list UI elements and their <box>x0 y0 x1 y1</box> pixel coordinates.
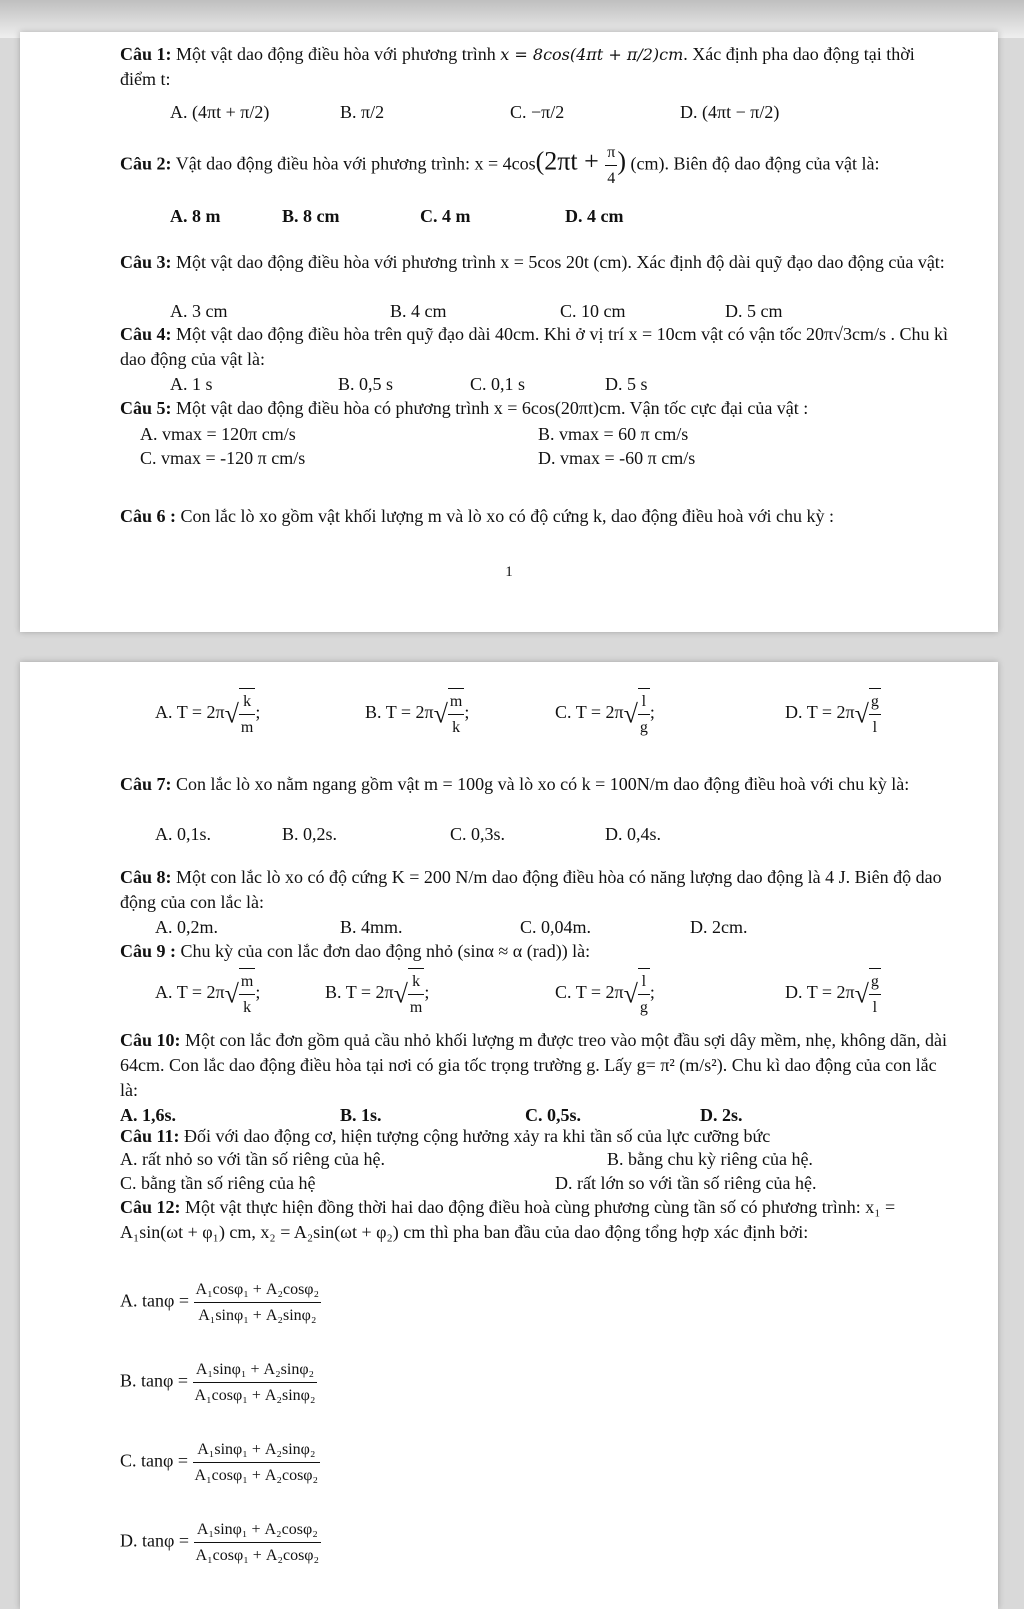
question-11: Câu 11: Đối với dao động cơ, hiện tượng cộng hưởng xảy ra khi tần số của lực cưỡng bức <box>120 1126 771 1146</box>
q11-option-b: B. bằng chu kỳ riêng của hệ. <box>607 1149 813 1169</box>
q8-option-d: D. 2cm. <box>690 917 748 937</box>
q7-option-d: D. 0,4s. <box>605 824 662 844</box>
q9-option-a: A. T = 2π√ $\frac{m}{k}$ ; <box>155 968 260 1020</box>
question-1: Câu 1: Một vật dao động điều hòa với phương trình x = 8cos(4πt + π/2)cm. Xác định pha dao động tại thời điểm t: <box>120 44 915 89</box>
q7-option-a: A. 0,1s. <box>155 824 212 844</box>
q3-option-b: B. 4 cm <box>390 301 447 321</box>
q4-option-c: C. 0,1 s <box>470 374 526 394</box>
q9-option-b: B. T = 2π√ $\frac{k}{m}$ ; <box>325 968 429 1020</box>
question-2: Câu 2: Vật dao động điều hòa với phương trình: x = 4cos(2πt + $\frac{\pi}{4}$ ) (cm). Biên độ dao động của vật là: <box>120 140 950 191</box>
question-7: Câu 7: Con lắc lò xo nằm ngang gồm vật m = 100g và lò xo có k = 100N/m dao động điều hoà với chu kỳ là: <box>120 774 910 794</box>
question-8: Câu 8: Một con lắc lò xo có độ cứng K = 200 N/m dao động điều hòa có năng lượng dao động là 4 J. Biên độ dao động của con lắc là: <box>120 867 942 912</box>
q11-option-a: A. rất nhỏ so với tần số riêng của hệ. <box>120 1149 385 1169</box>
q1-option-b: B. π/2 <box>340 102 385 122</box>
q7-option-c: C. 0,3s. <box>450 824 506 844</box>
q6-option-c: C. T = 2π√ $\frac{l}{g}$ ; <box>555 688 655 740</box>
q12-option-d: D. tanφ = $\frac{\text{A₁sinφ₁ + A₂cosφ₂}}{\text{A₁cosφ₁ + A₂cosφ₂}}$ <box>120 1517 321 1568</box>
document-page-1 <box>20 32 998 632</box>
q6-option-d: D. T = 2π√ $\frac{g}{l}$ <box>785 688 881 740</box>
q2-option-d: D. 4 cm <box>565 206 624 226</box>
page-number: 1 <box>505 564 513 580</box>
q11-option-d: D. rất lớn so với tần số riêng của hệ. <box>555 1173 817 1193</box>
q6-option-a: A. T = 2π√ $\frac{k}{m}$ ; <box>155 688 260 740</box>
question-12: Câu 12: Một vật thực hiện đồng thời hai dao động điều hoà cùng phương cùng tần số có phương trình: x₁ = A₁sin(ωt + φ₁) cm, x₂ = A₂sin(ωt + φ₂) cm thì pha ban đầu của dao động tổng hợp xác định bởi: <box>120 1197 896 1242</box>
q5-option-d: D. vmax = -60 π cm/s <box>538 448 696 468</box>
document-page-2 <box>20 662 998 1609</box>
q3-option-a: A. 3 cm <box>170 301 228 321</box>
q1-option-c: C. −π/2 <box>510 102 565 122</box>
q5-option-a: A. vmax = 120π cm/s <box>140 424 296 444</box>
q10-option-c: C. 0,5s. <box>525 1105 582 1125</box>
q10-option-b: B. 1s. <box>340 1105 382 1125</box>
q5-option-c: C. vmax = -120 π cm/s <box>140 448 306 468</box>
q3-option-d: D. 5 cm <box>725 301 783 321</box>
q10-option-d: D. 2s. <box>700 1105 743 1125</box>
q9-option-d: D. T = 2π√ $\frac{g}{l}$ <box>785 968 881 1020</box>
q5-option-b: B. vmax = 60 π cm/s <box>538 424 689 444</box>
q12-option-c: C. tanφ = $\frac{\text{A₁sinφ₁ + A₂sinφ₂}}{\text{A₁cosφ₁ + A₂cosφ₂}}$ <box>120 1437 320 1488</box>
q8-option-b: B. 4mm. <box>340 917 403 937</box>
q4-option-d: D. 5 s <box>605 374 648 394</box>
q1-option-d: D. (4πt − π/2) <box>680 102 780 122</box>
q8-option-a: A. 0,2m. <box>155 917 218 937</box>
q2-option-c: C. 4 m <box>420 206 471 226</box>
q1-option-a: A. (4πt + π/2) <box>170 102 270 122</box>
q7-option-b: B. 0,2s. <box>282 824 338 844</box>
question-10: Câu 10: Một con lắc đơn gồm quả cầu nhỏ khối lượng m được treo vào một đầu sợi dây mềm, nhẹ, không dãn, dài 64cm. Con lắc dao động điều hòa tại nơi có gia tốc trọng trường g. Lấy g= π² (m/s²). Chu kì dao động của con lắc là: <box>120 1030 947 1100</box>
q10-option-a: A. 1,6s. <box>120 1105 177 1125</box>
question-3: Câu 3: Một vật dao động điều hòa với phương trình x = 5cos 20t (cm). Xác định độ dài quỹ đạo dao động của vật: <box>120 252 945 272</box>
q4-option-a: A. 1 s <box>170 374 213 394</box>
q3-option-c: C. 10 cm <box>560 301 626 321</box>
q2-option-a: A. 8 m <box>170 206 221 226</box>
q12-option-a: A. tanφ = $\frac{\text{A₁cosφ₁ + A₂cosφ₂}}{\text{A₁sinφ₁ + A₂sinφ₂}}$ <box>120 1277 321 1328</box>
q12-option-b: B. tanφ = $\frac{\text{A₁sinφ₁ + A₂sinφ₂}}{\text{A₁cosφ₁ + A₂sinφ₂}}$ <box>120 1357 317 1408</box>
q2-option-b: B. 8 cm <box>282 206 340 226</box>
q6-option-b: B. T = 2π√ $\frac{m}{k}$ ; <box>365 688 469 740</box>
question-9: Câu 9 : Chu kỳ của con lắc đơn dao động nhỏ (sinα ≈ α (rad)) là: <box>120 941 591 961</box>
q11-option-c: C. bằng tần số riêng của hệ <box>120 1173 316 1193</box>
q8-option-c: C. 0,04m. <box>520 917 592 937</box>
q9-option-c: C. T = 2π√ $\frac{l}{g}$ ; <box>555 968 655 1020</box>
question-5: Câu 5: Một vật dao động điều hòa có phương trình x = 6cos(20πt)cm. Vận tốc cực đại của vật : <box>120 398 809 418</box>
q4-option-b: B. 0,5 s <box>338 374 394 394</box>
question-4: Câu 4: Một vật dao động điều hòa trên quỹ đạo dài 40cm. Khi ở vị trí x = 10cm vật có vận tốc 20π√3cm/s . Chu kì dao động của vật là: <box>120 324 949 369</box>
question-6: Câu 6 : Con lắc lò xo gồm vật khối lượng m và lò xo có độ cứng k, dao động điều hoà với chu kỳ : <box>120 506 834 526</box>
